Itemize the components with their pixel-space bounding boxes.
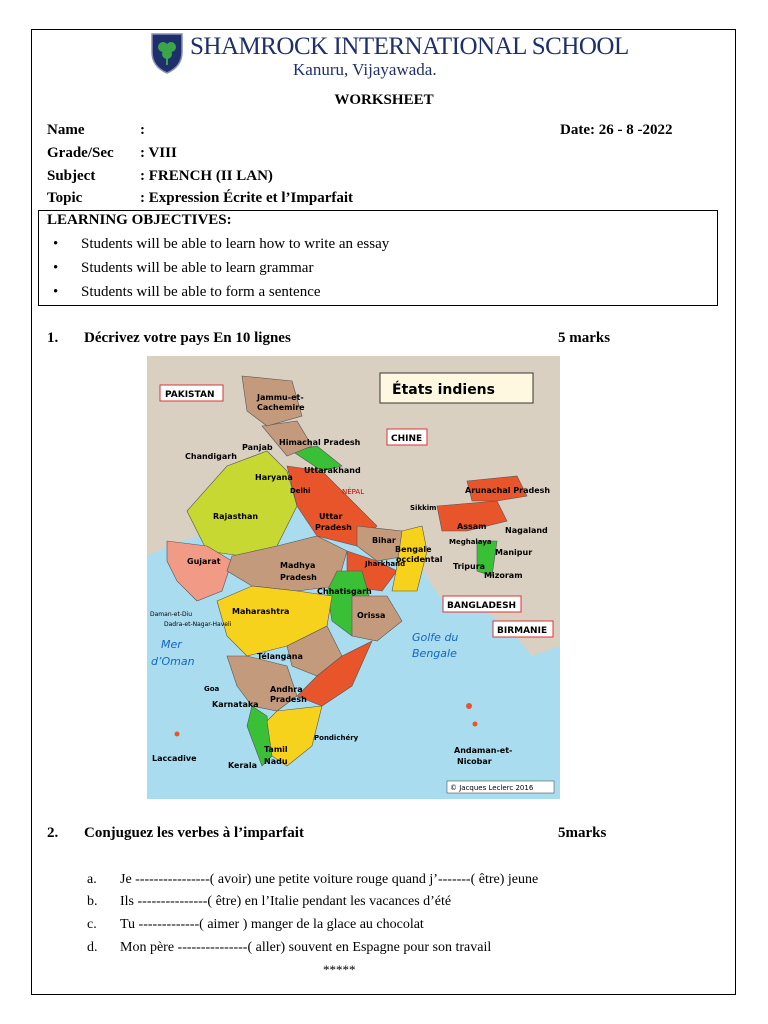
- map-label: Kerala: [228, 761, 257, 770]
- label-nepal: NÉPAL: [342, 488, 365, 496]
- worksheet-title: WORKSHEET: [334, 92, 434, 108]
- name-value: :: [140, 122, 145, 138]
- label-sea-4: Bengale: [412, 647, 457, 660]
- map-label: Goa: [204, 685, 220, 693]
- map-label: Maharashtra: [232, 607, 290, 616]
- school-place: Kanuru, Vijayawada.: [293, 60, 437, 79]
- island-nicobar: [473, 722, 478, 727]
- exercise-letter: d.: [87, 940, 98, 955]
- map-label: Pondichéry: [314, 734, 359, 742]
- subject-label: Subject: [47, 168, 96, 184]
- grade-label: Grade/Sec: [47, 145, 114, 161]
- map-label: Cachemire: [257, 403, 305, 412]
- map-label: Madhya: [280, 561, 316, 570]
- map-label: Nagaland: [505, 526, 548, 535]
- map-label: Gujarat: [187, 557, 221, 566]
- map-label: Panjab: [242, 443, 273, 452]
- question2-marks: 5marks: [558, 825, 607, 841]
- island-andaman: [466, 703, 472, 709]
- map-label: Dadra-et-Nagar-Haveli: [164, 621, 232, 628]
- map-title: États indiens: [392, 382, 495, 398]
- school-name: SHAMROCK INTERNATIONAL SCHOOL: [190, 33, 629, 60]
- label-sea-2: d’Oman: [151, 655, 195, 668]
- question1-text: Décrivez votre pays En 10 lignes: [84, 330, 291, 346]
- map-label: Rajasthan: [213, 512, 259, 521]
- name-label: Name: [47, 122, 85, 138]
- question2-number: 2.: [47, 825, 59, 841]
- map-label: Pradesh: [270, 695, 307, 704]
- exercise-text: Ils ---------------( être) en l’Italie pendant les vacances d’été: [120, 894, 452, 909]
- date: Date: 26 - 8 -2022: [560, 122, 673, 138]
- map-copyright: © Jacques Leclerc 2016: [450, 784, 534, 792]
- map-label: Uttar: [319, 512, 343, 521]
- map-label: Sikkim: [410, 504, 437, 512]
- island-laccadive: [175, 732, 180, 737]
- subject-value: : FRENCH (II LAN): [140, 168, 273, 184]
- label-sea-3: Golfe du: [412, 631, 459, 644]
- exercise-text: Tu -------------( aimer ) manger de la glace au chocolat: [120, 917, 424, 932]
- exercise-text: Mon père ---------------( aller) souvent en Espagne pour son travail: [120, 940, 492, 955]
- label-pakistan: PAKISTAN: [165, 390, 215, 400]
- map-label: Andaman-et-: [454, 746, 513, 755]
- map-label: Haryana: [255, 473, 293, 482]
- question2-text: Conjuguez les verbes à l’imparfait: [84, 825, 304, 841]
- map-label: Nicobar: [457, 757, 492, 766]
- map-label: Jharkhand: [365, 560, 406, 568]
- topic-label: Topic: [47, 190, 83, 206]
- topic-value: : Expression Écrite et l’Imparfait: [140, 190, 354, 206]
- map-label: Nadu: [264, 757, 288, 766]
- map-label: Mizoram: [484, 571, 523, 580]
- map-label: Orissa: [357, 611, 386, 620]
- learning-objectives-box: [38, 210, 718, 306]
- map-label: Jammu-et-: [257, 393, 304, 402]
- map-label: occidental: [396, 555, 443, 564]
- grade-value: : VIII: [140, 145, 177, 161]
- learning-objectives-title: LEARNING OBJECTIVES:: [47, 212, 232, 228]
- map-label: Pradesh: [315, 523, 352, 532]
- map-label: Himachal Pradesh: [279, 438, 361, 447]
- map-label: Arunachal Pradesh: [465, 486, 551, 495]
- question1-marks: 5 marks: [558, 330, 611, 346]
- map-label: Tamil: [264, 745, 288, 754]
- exercise-text: Je ----------------( avoir) une petite voiture rouge quand j’-------( être) jeune: [120, 872, 539, 887]
- map-label: Chandigarh: [185, 452, 237, 461]
- map-label: Daman-et-Diu: [150, 611, 193, 618]
- objective-item: • Students will be able to form a sentence: [53, 284, 321, 300]
- label-bangladesh: BANGLADESH: [447, 601, 517, 611]
- map-label: Chhatisgarh: [317, 587, 372, 596]
- map-label: Uttarakhand: [304, 466, 361, 475]
- map-label: Delhi: [290, 487, 311, 495]
- map-label: Assam: [457, 522, 487, 531]
- school-header: [148, 30, 629, 82]
- map-label: Bihar: [372, 536, 396, 545]
- map-label: Pradesh: [280, 573, 317, 582]
- map-label: Andhra: [270, 685, 303, 694]
- map-label: Karnataka: [212, 700, 259, 709]
- objective-item: • Students will be able to learn how to write an essay: [53, 236, 390, 252]
- school-crest-icon: [150, 32, 184, 74]
- map-label: Manipur: [495, 548, 533, 557]
- label-sea-1: Mer: [161, 638, 182, 651]
- label-birmanie: BIRMANIE: [497, 626, 548, 636]
- map-label: Tripura: [453, 562, 486, 571]
- exercise-letter: a.: [87, 872, 97, 887]
- question1-number: 1.: [47, 330, 59, 346]
- exercise-letter: c.: [87, 917, 97, 932]
- exercise-letter: b.: [87, 894, 98, 909]
- india-states-map: [147, 356, 560, 799]
- map-label: Télangana: [257, 652, 303, 661]
- objective-item: • Students will be able to learn grammar: [53, 260, 314, 276]
- label-chine: CHINE: [391, 434, 423, 444]
- end-marker: *****: [323, 962, 356, 977]
- map-label: Bengale: [395, 545, 432, 554]
- map-label: Meghalaya: [449, 538, 492, 546]
- map-label: Laccadive: [152, 754, 197, 763]
